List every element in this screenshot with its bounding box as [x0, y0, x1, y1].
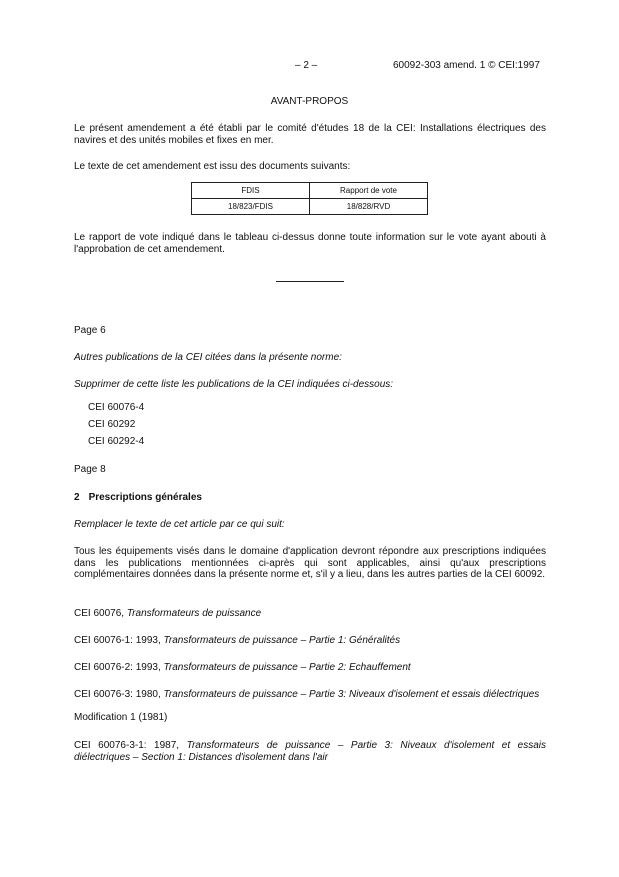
reference-code: CEI 60076-1: 1993,	[74, 635, 164, 646]
page-6-heading: Autres publications de la CEI citées dans la présente norme:	[74, 352, 342, 363]
clause-title: Prescriptions générales	[88, 492, 202, 503]
reference-title: Transformateurs de puissance – Partie 3: Niveaux d'isolement et essais diélectriques	[163, 689, 540, 700]
reference-title: Transformateurs de puissance	[126, 608, 262, 619]
table-header-row	[192, 183, 428, 199]
table-header-cell: FDIS	[192, 183, 310, 199]
reference-title: Transformateurs de puissance – Partie 3: Niveaux d'isolement et essais diélectriques – Section 1: Distances d'isolement dans l'air	[74, 740, 546, 763]
table-cell: 18/823/FDIS	[192, 199, 310, 215]
page-6-instruction: Supprimer de cette liste les publications de la CEI indiquées ci-dessous:	[74, 379, 394, 390]
reference-amendment: Modification 1 (1981)	[74, 712, 168, 723]
deleted-publication-item: CEI 60292	[88, 419, 136, 430]
table-cell: 18/828/RVD	[310, 199, 428, 215]
reference-code: CEI 60076-3: 1980,	[74, 689, 164, 700]
deleted-publication-item: CEI 60076-4	[88, 402, 145, 413]
clause-number: 2	[74, 492, 80, 503]
vote-note-paragraph: Le rapport de vote indiqué dans le tableau ci-dessus donne toute information sur le vote ayant abouti à l'approbation de cet amendement.	[74, 232, 546, 255]
page-8-instruction: Remplacer le texte de cet article par ce qui suit:	[74, 519, 285, 530]
clause-heading	[74, 492, 546, 504]
reference-title: Transformateurs de puissance – Partie 2: Echauffement	[163, 662, 411, 673]
page-title: AVANT-PROPOS	[270, 96, 349, 107]
page-8-label: Page 8	[74, 464, 106, 475]
intro-paragraph: Le présent amendement a été établi par le comité d'études 18 de la CEI: Installations électriques des navires et des unités mobiles et fixes en mer.	[74, 123, 546, 146]
documents-lead-in: Le texte de cet amendement est issu des documents suivants:	[74, 161, 351, 172]
reference-entry	[74, 608, 546, 620]
reference-entry	[74, 689, 546, 701]
reference-entry	[74, 662, 546, 674]
reference-code: CEI 60076-3-1: 1987,	[74, 740, 187, 751]
voting-documents-table	[191, 182, 428, 215]
reference-title: Transformateurs de puissance – Partie 1: Généralités	[163, 635, 401, 646]
requirements-paragraph: Tous les équipements visés dans le domaine d'application devront répondre aux prescriptions indiquées dans les publications mentionnées ci-après qui sont applicables, ainsi qu'aux prescriptions complémentaires données dans la présente norme et, s'il y a lieu, dans les autres parties de la CEI 60092.	[74, 546, 546, 580]
table-row	[192, 199, 428, 215]
reference-code: CEI 60076,	[74, 608, 127, 619]
reference-entry	[74, 740, 546, 763]
document-reference: 60092-303 amend. 1 © CEI:1997	[393, 60, 540, 71]
reference-entry	[74, 635, 546, 647]
separator-rule	[276, 281, 344, 282]
table-header-cell: Rapport de vote	[310, 183, 428, 199]
page-6-label: Page 6	[74, 325, 106, 336]
deleted-publication-item: CEI 60292-4	[88, 436, 145, 447]
reference-code: CEI 60076-2: 1993,	[74, 662, 164, 673]
page-number: – 2 –	[295, 60, 318, 71]
